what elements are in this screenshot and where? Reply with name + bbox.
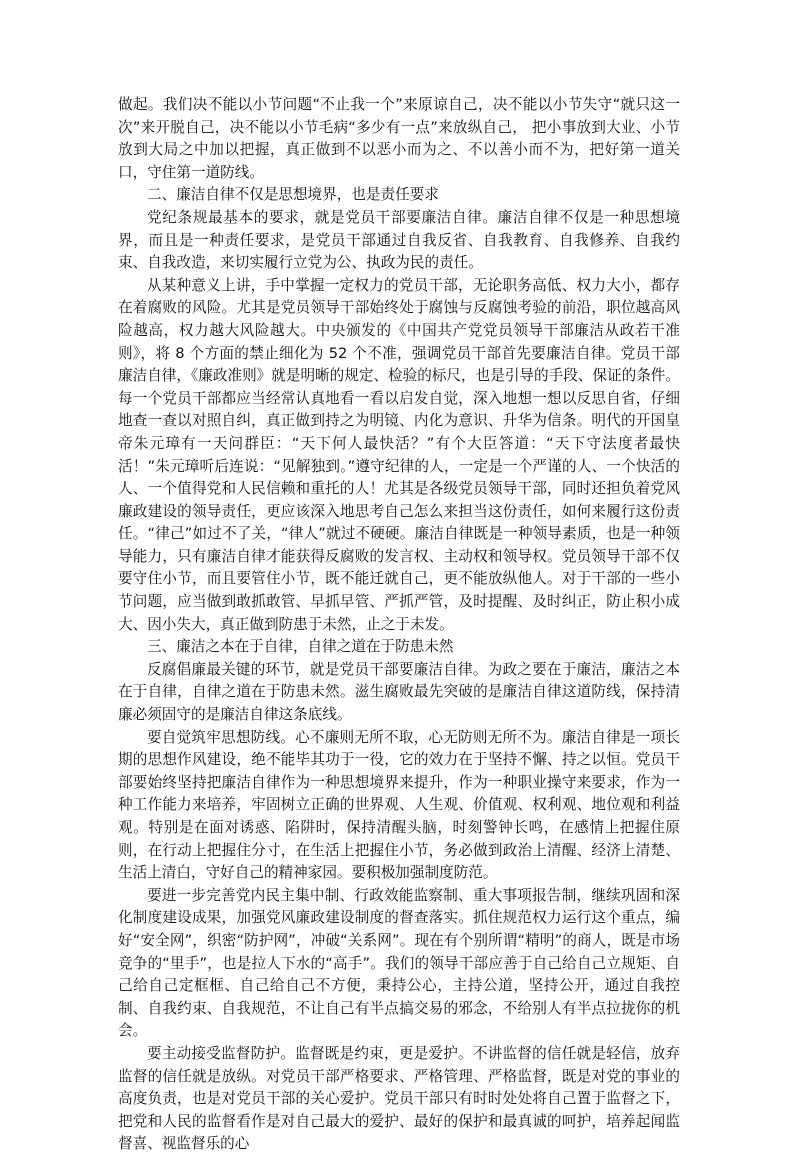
- paragraph-3-1: 反腐倡廉最关键的环节，就是党员干部要廉洁自律。为政之要在于廉洁，廉洁之本在于自律，自律之道在于防患未然。滋生腐败最先突破的是廉洁自律这道防线，保持清廉必须固守的是廉洁自律这条底线。: [118, 660, 680, 724]
- section-heading-2: 二、廉洁自律不仅是思想境界，也是责任要求: [147, 186, 439, 204]
- document-page: [118, 94, 680, 1156]
- paragraph-2-1: 党纪条规最基本的要求，就是党员干部要廉洁自律。廉洁自律不仅是一种思想境界，而且是一种责任要求，是党员干部通过自我反省、自我教育、自我修养、自我约束、自我改造，来切实履行立党为公、执政为民的责任。: [118, 208, 680, 272]
- section-heading-3: 三、廉洁之本在于自律，自律之道在于防患未然: [147, 638, 454, 656]
- paragraph-3-3: 要进一步完善党内民主集中制、行政效能监察制、重大事项报告制，继续巩固和深化制度建设成果，加强党风廉政建设制度的督查落实。抓住规范权力运行这个重点，编好“安全网”，织密“防护网”，冲破“关系网”。现在有个别所谓“精明”的商人，既是市场竞争的“里手”，也是拉人下水的“高手”。我们的领导干部应善于自己给自己立规矩、自己给自己定框框、自己给自己不方便，秉持公心，主持公道，坚持公开，通过自我控制、自我约束、自我规范，不让自己有半点搞交易的邪念，不给别人有半点拉拢你的机会。: [118, 886, 680, 1040]
- paragraph-3-2: 要自觉筑牢思想防线。心不廉则无所不取，心无防则无所不为。廉洁自律是一项长期的思想作风建设，绝不能毕其功于一役，它的效力在于坚持不懈、持之以恒。党员干部要始终坚持把廉洁自律作为一种思想境界来提升，作为一种职业操守来要求，作为一种工作能力来培养，牢固树立正确的世界观、人生观、价值观、权利观、地位观和利益观。特别是在面对诱惑、陷阱时，保持清醒头脑，时刻警钟长鸣，在感情上把握住原则，在行动上把握住分寸，在生活上把握住小节，务必做到政治上清醒、经济上清楚、生活上清白，守好自己的精神家园。要积极加强制度防范。: [118, 728, 680, 882]
- paragraph-3-4: 要主动接受监督防护。监督既是约束，更是爱护。不讲监督的信任就是轻信，放弃监督的信任就是放纵。对党员干部严格要求、严格管理、严格监督，既是对党的事业的高度负责，也是对党员干部的关心爱护。党员干部只有时时处处将自己置于监督之下，把党和人民的监督看作是对自己最大的爱护、最好的保护和最真诚的呵护，培养起闻监督喜、视监督乐的心: [118, 1044, 680, 1153]
- paragraph-intro: 做起。我们决不能以小节问题“不止我一个”来原谅自己，决不能以小节失守“就只这一次”来开脱自己，决不能以小节毛病“多少有一点”来放纵自己， 把小事放到大业、小节放到大局之中加以把握，真正做到不以恶小而为之、不以善小而不为，把好第一道关口，守住第一道防线。: [118, 96, 680, 181]
- paragraph-2-2: 从某种意义上讲，手中掌握一定权力的党员干部，无论职务高低、权力大小，都存在着腐败的风险。尤其是党员领导干部始终处于腐蚀与反腐蚀考验的前沿，职位越高风险越高，权力越大风险越大。中央颁发的《中国共产党党员领导干部廉洁从政若干准则》，将 8 个方面的禁止细化为 52 个不准，强调党员干部首先要廉洁自律。党员干部廉洁自律，《廉政准则》就是明晰的规定、检验的标尺，也是引导的手段、保证的条件。每一个党员干部都应当经常认真地看一看以启发自觉，深入地想一想以反思自省，仔细地查一查以对照自纠，真正做到持之为明镜、内化为意识、升华为信条。明代的开国皇帝朱元璋有一天问群臣：“天下何人最快活？”有个大臣答道：“天下守法度者最快活！”朱元璋听后连说：“见解独到。”遵守纪律的人，一定是一个严谨的人、一个快活的人、一个值得党和人民信赖和重托的人！尤其是各级党员领导干部，同时还担负着党风廉政建设的领导责任，更应该深入地思考自己怎么来担当这份责任，如何来履行这份责任。“律己”如过不了关，“律人”就过不硬硬。廉洁自律既是一种领导素质，也是一种领导能力，只有廉洁自律才能获得反腐败的发言权、主动权和领导权。党员领导干部不仅要守住小节，而且要管住小节，既不能迁就自己，更不能放纵他人。对于干部的一些小节问题，应当做到敢抓敢管、早抓早管、严抓严管，及时提醒、及时纠正，防止积小成大、因小失大，真正做到防患于未然，止之于未发。: [118, 276, 680, 633]
